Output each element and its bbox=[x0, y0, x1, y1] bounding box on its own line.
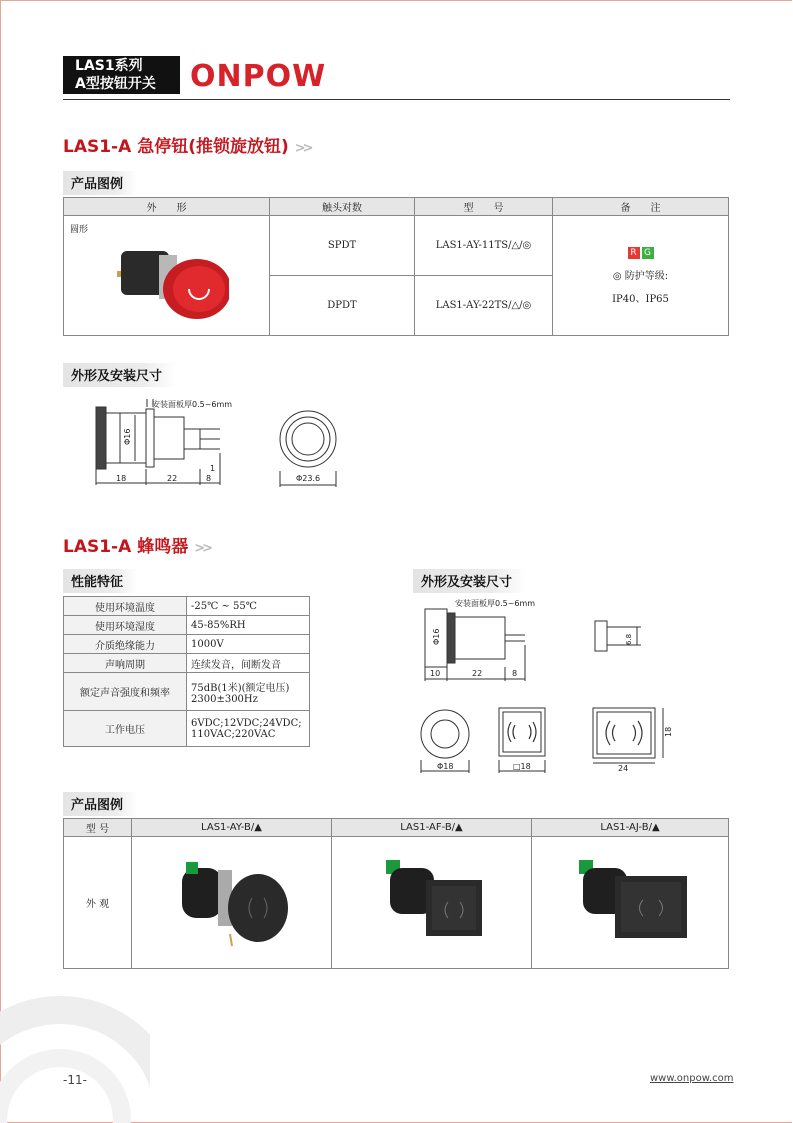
spec-value: 2300±300Hz bbox=[191, 693, 258, 705]
model-header-label: 型 号 bbox=[64, 819, 132, 837]
buzzer-dimension-drawing bbox=[415, 595, 675, 780]
spec-label: 工作电压 bbox=[64, 711, 187, 747]
section2-perf-label: 性能特征 bbox=[63, 569, 137, 593]
dim-22: 22 bbox=[472, 669, 483, 678]
dim-sq18: □18 bbox=[513, 762, 531, 771]
spec-label: 声响周期 bbox=[64, 654, 187, 673]
dim-panel-thickness: 安装面板厚0.5~6mm bbox=[152, 400, 233, 409]
dim-22: 22 bbox=[167, 474, 178, 483]
dim-24: 24 bbox=[618, 764, 629, 773]
series-line-2: A型按钮开关 bbox=[75, 76, 156, 92]
shape-label: 圆形 bbox=[70, 225, 89, 235]
spec-label: 额定声音强度和频率 bbox=[64, 673, 187, 711]
spec-value: -25℃ ~ 55℃ bbox=[187, 597, 310, 616]
spec-label: 使用环境湿度 bbox=[64, 616, 187, 635]
dim-d18: Φ18 bbox=[437, 762, 454, 771]
decorative-swirl bbox=[0, 990, 150, 1123]
spec-value: 45-85%RH bbox=[187, 616, 310, 635]
dim-d16: Φ16 bbox=[432, 628, 441, 645]
green-badge: G bbox=[642, 247, 654, 259]
series-line-1: LAS1系列 bbox=[75, 58, 143, 74]
dim-h18: 18 bbox=[664, 726, 673, 737]
spec-value-multi bbox=[187, 673, 310, 711]
chevron-icon: >> bbox=[294, 141, 311, 156]
model-cell: LAS1-AY-22TS/△/◎ bbox=[415, 276, 553, 336]
spec-value: 1000V bbox=[187, 635, 310, 654]
buzzer-product-table bbox=[63, 818, 729, 969]
dim-18: 18 bbox=[116, 474, 127, 483]
section2-product-label: 产品图例 bbox=[63, 792, 137, 816]
header-divider bbox=[63, 99, 730, 100]
remarks-cell bbox=[553, 216, 729, 336]
section1-title bbox=[63, 132, 311, 157]
dim-d16: Φ16 bbox=[123, 428, 132, 445]
series-label bbox=[63, 56, 180, 94]
shape-cell bbox=[64, 216, 270, 336]
model-header: LAS1-AJ-B/▲ bbox=[532, 819, 729, 837]
section1-product-label: 产品图例 bbox=[63, 171, 137, 195]
section1-title-text: LAS1-A 急停钮(推锁旋放钮) bbox=[63, 137, 289, 157]
contacts-cell: DPDT bbox=[270, 276, 415, 336]
col-header-contacts: 触头对数 bbox=[270, 198, 415, 216]
protection-value: IP40、IP65 bbox=[612, 293, 669, 305]
round-buzzer-cell bbox=[132, 837, 332, 969]
dim-d236: Φ23.6 bbox=[296, 474, 321, 483]
model-cell: LAS1-AY-11TS/△/◎ bbox=[415, 216, 553, 276]
page-number: -11- bbox=[63, 1073, 87, 1087]
spec-value-multi bbox=[187, 711, 310, 747]
dim-6-8: 6.8 bbox=[625, 633, 633, 645]
col-header-model: 型 号 bbox=[415, 198, 553, 216]
chevron-icon: >> bbox=[194, 541, 210, 556]
contacts-cell: SPDT bbox=[270, 216, 415, 276]
col-header-remarks: 备 注 bbox=[553, 198, 729, 216]
red-badge: R bbox=[628, 247, 640, 259]
buzzer-spec-table bbox=[63, 596, 310, 747]
dim-8: 8 bbox=[206, 474, 212, 483]
color-badges bbox=[553, 247, 728, 259]
round-buzzer-image bbox=[172, 846, 292, 956]
dim-1: 1 bbox=[210, 464, 216, 473]
estop-button-image bbox=[109, 231, 229, 331]
model-header: LAS1-AY-B/▲ bbox=[132, 819, 332, 837]
col-header-shape: 外 形 bbox=[64, 198, 270, 216]
section2-title bbox=[63, 532, 210, 557]
spec-label: 介质绝缘能力 bbox=[64, 635, 187, 654]
estop-table bbox=[63, 197, 729, 336]
rect-buzzer-image bbox=[565, 846, 695, 956]
model-header: LAS1-AF-B/▲ bbox=[332, 819, 532, 837]
protection-label: ◎ 防护等级: bbox=[612, 270, 669, 282]
section2-title-text: LAS1-A 蜂鸣器 bbox=[63, 537, 189, 557]
rect-buzzer-cell bbox=[532, 837, 729, 969]
appearance-label: 外 观 bbox=[64, 837, 132, 969]
square-buzzer-image bbox=[372, 846, 492, 956]
section1-dims-label: 外形及安装尺寸 bbox=[63, 363, 176, 387]
spec-value: 连续发音，间断发音 bbox=[187, 654, 310, 673]
spec-value: 110VAC;220VAC bbox=[191, 728, 276, 740]
onpow-logo: ONPOW bbox=[190, 59, 327, 94]
dim-panel-thickness: 安装面板厚0.5~6mm bbox=[455, 599, 536, 608]
estop-dimension-drawing bbox=[90, 393, 340, 493]
spec-value: 6VDC;12VDC;24VDC; bbox=[191, 717, 302, 729]
spec-label: 使用环境温度 bbox=[64, 597, 187, 616]
dim-10: 10 bbox=[430, 669, 441, 678]
square-buzzer-cell bbox=[332, 837, 532, 969]
website-link[interactable]: www.onpow.com bbox=[650, 1073, 734, 1084]
dim-8: 8 bbox=[512, 669, 518, 678]
spec-value: 75dB(1米)(额定电压) bbox=[191, 682, 290, 694]
section2-dims-label: 外形及安装尺寸 bbox=[413, 569, 526, 593]
